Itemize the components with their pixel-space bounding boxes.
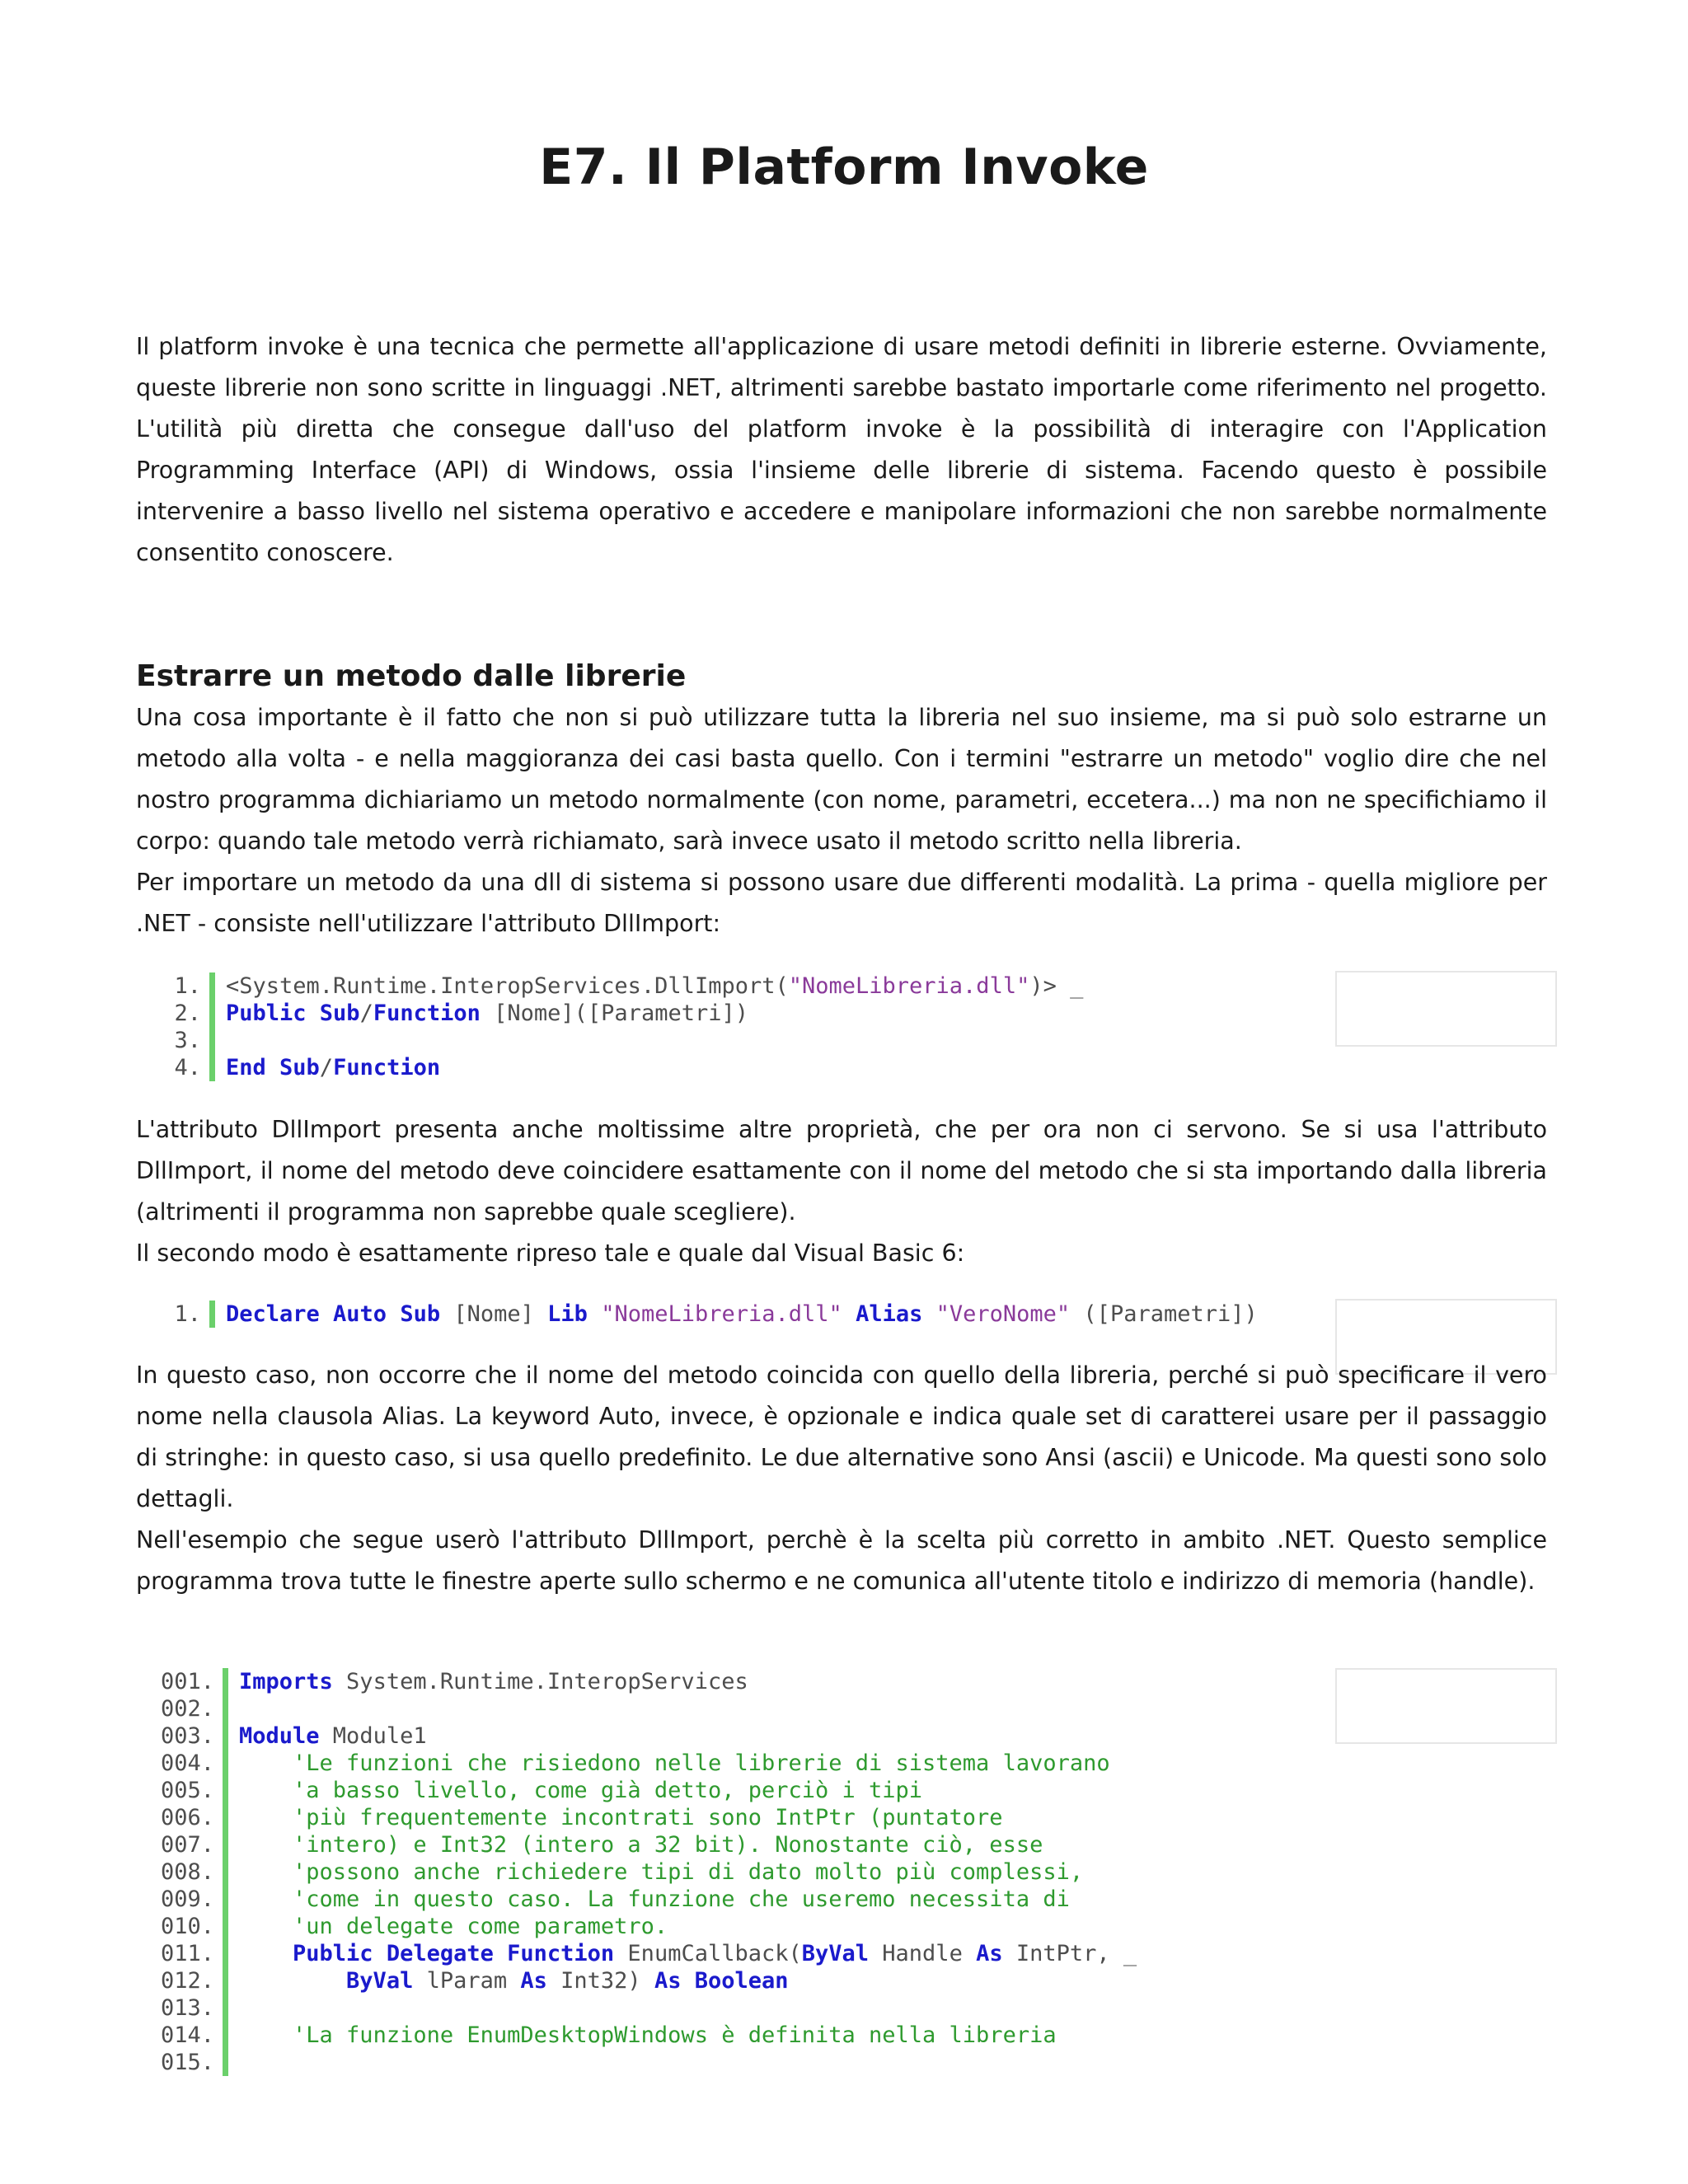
code-text [226,1301,1258,1328]
code-block-1 [157,972,1083,1081]
code-token-plain [239,1859,293,1885]
code-token-plain: IntPtr, _ [1002,1941,1137,1966]
code-block-2 [157,1301,1258,1328]
lower-paragraphs [136,1355,1547,1602]
code-token-kw: Function [373,1001,481,1026]
code-token-plain [239,1914,293,1939]
code-line [157,1000,1083,1027]
line-gutter-bar [223,1722,228,1750]
mid-text-1: L'attributo DllImport presenta anche moltissime altre proprietà, che per ora non ci servono. Se si usa l'attributo DllImport, il nome del metodo deve coincidere esattamente con il nome del metodo che si sta importando dalla libreria (altrimenti il programma non saprebbe quale scegliere). [136,1116,1547,1226]
mid-text-2: Il secondo modo è esattamente ripreso tale e quale dal Visual Basic 6: [136,1240,965,1267]
line-number: 004. [160,1750,214,1776]
code-token-kw: End Sub [226,1055,320,1080]
code-text [239,1777,922,1804]
line-gutter-bar [223,1750,228,1777]
code-token-kw: Public Sub [226,1001,360,1026]
code-token-kw: ByVal [346,1968,414,1994]
code-token-plain [239,1778,293,1803]
line-gutter-bar [223,1967,228,1994]
line-gutter-bar [209,1301,215,1328]
code-token-cmt: 'un delegate come parametro. [293,1914,668,1939]
section-text-2: Per importare un metodo da una dll di sistema si possono usare due differenti modalità. La prima - quella migliore per .NET - consiste nell'utilizzare l'attributo DllImport: [136,869,1547,937]
section-title: Estrarre un metodo dalle librerie [136,659,687,693]
code-token-plain: Handle [869,1941,977,1966]
code-text [239,1913,668,1940]
line-number: 2. [174,1001,201,1026]
code-token-cmt: 'possono anche richiedere tipi di dato molto più complessi, [293,1859,1084,1885]
line-number: 1. [174,973,201,999]
code-line [157,972,1083,1000]
line-gutter-bar [209,1000,215,1027]
code-text [239,1668,748,1695]
line-number: 014. [160,2022,214,2048]
line-number: 011. [160,1941,214,1966]
code-token-kw: Function [333,1055,441,1080]
line-gutter-bar [223,1886,228,1913]
code-line [157,1967,1137,1994]
code-token-kw: Declare Auto Sub [226,1301,441,1327]
line-number: 002. [160,1696,214,1722]
code-text [226,972,1083,1000]
line-number: 006. [160,1805,214,1830]
code-token-plain: / [319,1055,334,1080]
line-number: 015. [160,2050,214,2075]
code-token-plain: ([Parametri]) [1070,1301,1258,1327]
code-token-plain [239,2022,293,2048]
code-token-plain [239,1832,293,1858]
line-gutter-bar [223,1913,228,1940]
code-token-cmt: 'a basso livello, come già detto, perciò i tipi [293,1778,923,1803]
intro-paragraph [136,326,1547,574]
code-line [157,1722,1137,1750]
code-token-str: "VeroNome" [935,1301,1071,1327]
line-gutter-bar [223,1695,228,1722]
mid-paragraphs [136,1109,1547,1274]
line-gutter-bar [209,972,215,1000]
lower-text-1: In questo caso, non occorre che il nome del metodo coincida con quello della libreria, perché si può specificare il vero nome nella clausola Alias. La keyword Auto, invece, è opzionale e indica quale set di caratterei usare per il passaggio di stringhe: in questo caso, si usa quello predefinito. Le due alternative sono Ansi (ascii) e Unicode. Ma questi sono solo dettagli. [136,1361,1547,1512]
code-text [239,1831,1043,1858]
code-token-plain [239,1968,346,1994]
code-toolbar-1[interactable] [1335,971,1557,1047]
line-number: 008. [160,1859,214,1885]
line-number: 013. [160,1995,214,2021]
line-number: 009. [160,1886,214,1912]
code-token-plain: [Nome]([Parametri]) [480,1001,748,1026]
code-token-str: "NomeLibreria.dll" [601,1301,842,1327]
code-token-kw: Lib [547,1301,588,1327]
section-paragraphs [136,697,1547,944]
line-number: 4. [174,1055,201,1080]
code-text [239,1722,427,1750]
code-token-plain: System.Runtime.InteropServices [332,1669,748,1694]
code-token-plain [239,1805,293,1830]
code-token-plain [922,1301,935,1327]
code-token-plain: <System.Runtime.InteropServices.DllImport( [226,973,789,999]
code-block-3 [157,1668,1137,2076]
page-title: E7. Il Platform Invoke [539,138,1149,196]
code-token-plain: )> _ [1029,973,1084,999]
code-token-plain [588,1301,601,1327]
code-line [157,1994,1137,2022]
line-gutter-bar [223,1940,228,1967]
line-gutter-bar [223,1858,228,1886]
code-text [239,1750,1110,1777]
code-text [239,1940,1137,1967]
code-line [157,1301,1258,1328]
code-text [239,1886,1070,1913]
code-token-plain: lParam [413,1968,521,1994]
code-token-str: "NomeLibreria.dll" [788,973,1030,999]
code-line [157,1750,1137,1777]
code-token-plain: Int32) [546,1968,654,1994]
line-number: 003. [160,1723,214,1749]
line-gutter-bar [209,1054,215,1081]
code-line [157,1940,1137,1967]
line-number: 3. [174,1028,201,1053]
code-line [157,1027,1083,1054]
line-number: 012. [160,1968,214,1994]
line-gutter-bar [223,1831,228,1858]
code-text [239,1804,1003,1831]
code-token-plain: Module1 [319,1723,427,1749]
code-text [239,1858,1083,1886]
line-gutter-bar [223,1804,228,1831]
section-text-1: Una cosa importante è il fatto che non si può utilizzare tutta la libreria nel suo insieme, ma si può solo estrarne un metodo alla volta - e nella maggioranza dei casi basta quello. Con i termini "estrarre un metodo" voglio dire che nel nostro programma dichiariamo un metodo normalmente (con nome, parametri, eccetera...) ma non ne specifichiamo il corpo: quando tale metodo verrà richiamato, sarà invece usato il metodo scritto nella libreria. [136,704,1547,855]
code-token-kw: As [520,1968,547,1994]
code-token-cmt: 'più frequentemente incontrati sono IntPtr (puntatore [293,1805,1003,1830]
line-number: 005. [160,1778,214,1803]
line-gutter-bar [223,1668,228,1695]
code-token-kw: Public Delegate Function [293,1941,615,1966]
code-line [157,1668,1137,1695]
code-token-plain [239,1941,293,1966]
code-token-kw: Imports [239,1669,333,1694]
code-token-cmt: 'intero) e Int32 (intero a 32 bit). Nonostante ciò, esse [293,1832,1043,1858]
code-line [157,1777,1137,1804]
line-number: 1. [174,1301,201,1327]
line-gutter-bar [223,2049,228,2076]
code-line [157,2022,1137,2049]
code-text [239,2022,1057,2049]
code-token-kw: Module [239,1723,320,1749]
code-line [157,1831,1137,1858]
line-gutter-bar [223,1777,228,1804]
code-token-plain [239,1886,293,1912]
line-gutter-bar [209,1027,215,1054]
code-token-plain: / [359,1001,373,1026]
code-text [226,1000,748,1027]
line-number: 001. [160,1669,214,1694]
code-token-kw: ByVal [801,1941,870,1966]
code-text [226,1054,440,1081]
line-number: 010. [160,1914,214,1939]
code-token-kw: Alias [856,1301,923,1327]
code-token-plain: [Nome] [440,1301,548,1327]
code-text [239,1967,789,1994]
line-gutter-bar [223,2022,228,2049]
lower-text-2: Nell'esempio che segue userò l'attributo DllImport, perchè è la scelta più corretto in ambito .NET. Questo semplice programma trova tutte le finestre aperte sullo schermo e ne comunica all'utente titolo e indirizzo di memoria (handle). [136,1526,1547,1595]
code-toolbar-3[interactable] [1335,1668,1557,1744]
code-token-plain: EnumCallback( [614,1941,802,1966]
code-line [157,1913,1137,1940]
code-token-kw: As [976,1941,1003,1966]
code-line [157,1886,1137,1913]
code-line [157,1804,1137,1831]
code-token-cmt: 'Le funzioni che risiedono nelle librerie di sistema lavorano [293,1750,1110,1776]
code-line [157,1695,1137,1722]
intro-text: Il platform invoke è una tecnica che permette all'applicazione di usare metodi definiti in librerie esterne. Ovviamente, queste librerie non sono scritte in linguaggi .NET, altrimenti sarebbe bastato importarle come riferimento nel progetto. L'utilità più diretta che consegue dall'uso del platform invoke è la possibilità di interagire con l'Application Programming Interface (API) di Windows, ossia l'insieme delle librerie di sistema. Facendo questo è possibile intervenire a basso livello nel sistema operativo e accedere e manipolare informazioni che non sarebbe normalmente consentito conoscere. [136,333,1547,566]
code-token-plain [239,1750,293,1776]
code-line [157,1858,1137,1886]
code-token-kw: As Boolean [654,1968,789,1994]
line-number: 007. [160,1832,214,1858]
code-token-plain [842,1301,856,1327]
code-token-cmt: 'La funzione EnumDesktopWindows è definita nella libreria [293,2022,1057,2048]
code-token-cmt: 'come in questo caso. La funzione che useremo necessita di [293,1886,1070,1912]
line-gutter-bar [223,1994,228,2022]
code-line [157,2049,1137,2076]
code-line [157,1054,1083,1081]
